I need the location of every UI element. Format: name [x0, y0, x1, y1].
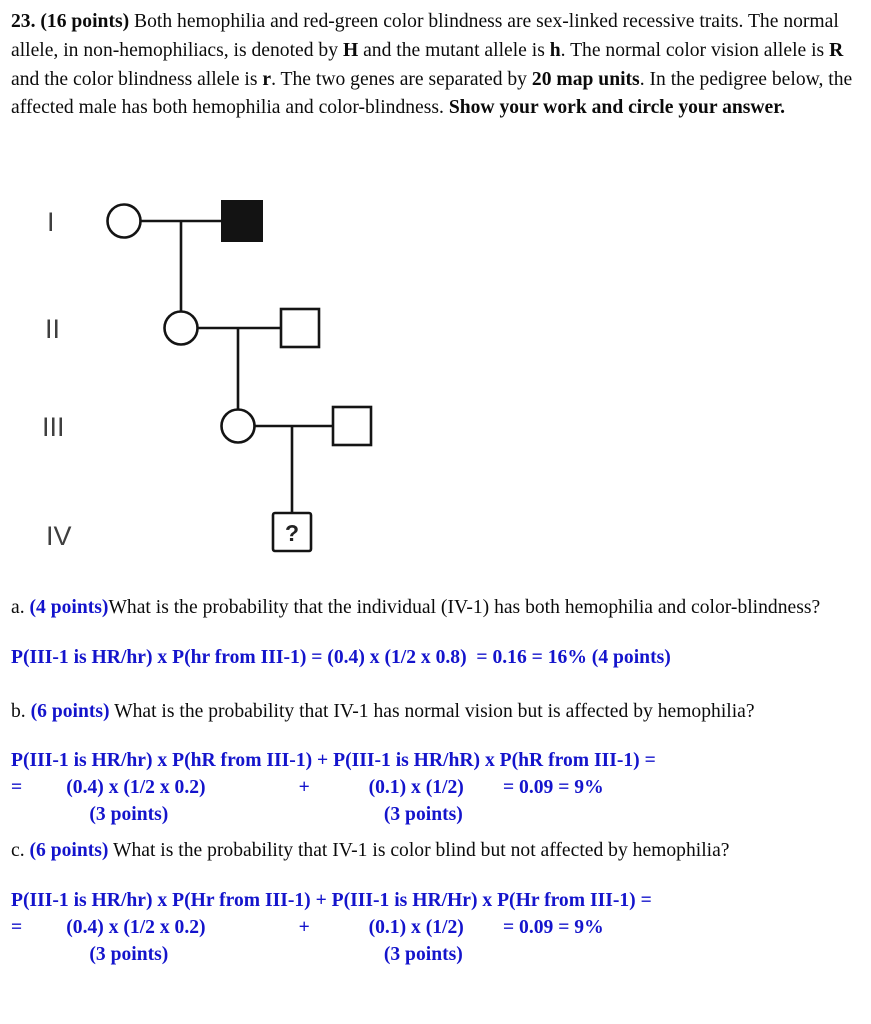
unknown-question-mark: ? — [284, 520, 300, 547]
intro-segment: 20 map units — [531, 68, 640, 90]
generation-label-4: IV — [46, 521, 72, 552]
intro-segment: and the color blindness allele is — [11, 68, 263, 90]
question-a-text: What is the probability that the individual (IV-1) has both hemophilia and color-blindness? — [108, 597, 821, 619]
question-b-points: (6 points) — [30, 700, 110, 722]
intro-segment: and the mutant allele is — [358, 39, 550, 61]
intro-segment: . In the pedigree below, the affected male has both hemophilia and color-blindness. — [11, 68, 853, 119]
gen2-daughter-circle — [165, 312, 198, 345]
question-a-label: a. — [11, 597, 30, 619]
answer-b-line: P(III-1 is HR/hr) x P(hR from III-1) + P(III-1 is HR/hR) x P(hR from III-1) = — [11, 750, 656, 772]
answer-c-line: = (0.4) x (1/2 x 0.2) + (0.1) x (1/2) = 0.09 = 9% — [11, 916, 604, 938]
intro-segment: Both hemophilia and red-green color blindness are sex-linked recessive traits. The normal allele, in non-hemophiliacs, is denoted by — [11, 11, 839, 61]
gen1-mother-circle — [108, 205, 141, 238]
question-a — [11, 594, 860, 622]
question-c — [11, 837, 860, 865]
gen1-affected-father-square — [222, 201, 262, 241]
answer-b — [11, 747, 860, 828]
question-intro — [11, 8, 860, 123]
question-c-points: (6 points) — [29, 840, 109, 862]
question-c-text: What is the probability that IV-1 is color blind but not affected by hemophilia? — [108, 840, 730, 862]
pedigree-diagram — [21, 185, 860, 567]
intro-segment: r — [262, 68, 272, 90]
generation-label-1: I — [47, 207, 55, 238]
generation-label-3: III — [42, 412, 65, 443]
answer-c — [11, 887, 860, 968]
pedigree-svg — [21, 185, 441, 567]
question-a-points: (4 points) — [29, 597, 109, 619]
intro-segment: . The two genes are separated by — [271, 68, 532, 90]
answer-b-line: (3 points) (3 points) — [11, 804, 463, 826]
intro-segment: Show your work and circle your answer. — [448, 97, 786, 119]
question-b — [11, 698, 860, 726]
intro-segment: R — [829, 39, 844, 61]
gen3-mother-circle — [222, 410, 255, 443]
question-b-label: b. — [11, 700, 31, 722]
generation-label-2: II — [45, 314, 61, 345]
question-b-text: What is the probability that IV-1 has normal vision but is affected by hemophilia? — [109, 700, 755, 722]
question-c-label: c. — [11, 840, 30, 862]
intro-segment: h — [549, 39, 561, 61]
intro-segment: H — [342, 39, 359, 61]
gen3-spouse-square — [333, 407, 371, 445]
intro-segment: . The normal color vision allele is — [560, 39, 830, 61]
answer-a-line: P(III-1 is HR/hr) x P(hr from III-1) = (0.4) x (1/2 x 0.8) = 0.16 = 16% (4 points) — [11, 646, 671, 668]
answer-c-line: (3 points) (3 points) — [11, 943, 463, 965]
answer-c-line: P(III-1 is HR/hr) x P(Hr from III-1) + P(III-1 is HR/Hr) x P(Hr from III-1) = — [11, 889, 652, 911]
answer-a — [11, 644, 860, 671]
gen2-spouse-square — [281, 309, 319, 347]
intro-segment: 23. (16 points) — [11, 11, 130, 32]
answer-b-line: = (0.4) x (1/2 x 0.2) + (0.1) x (1/2) = 0.09 = 9% — [11, 777, 604, 799]
